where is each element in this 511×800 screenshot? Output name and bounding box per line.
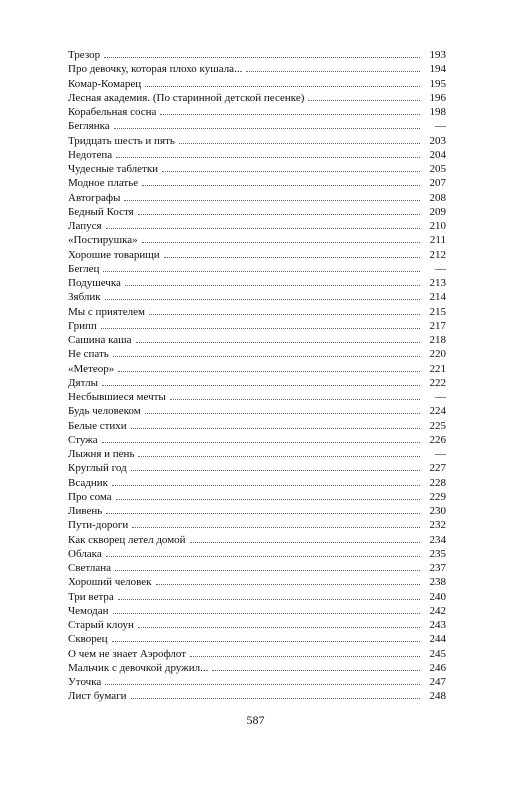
toc-entry-page: 234 xyxy=(429,533,446,546)
dot-leader xyxy=(106,228,420,229)
dot-leader xyxy=(102,385,420,386)
toc-entry xyxy=(68,362,446,376)
toc-entry-title: Сашина каша xyxy=(68,334,132,346)
toc-entry-title: «Метеор» xyxy=(68,362,115,375)
dot-leader xyxy=(131,428,420,429)
dot-leader xyxy=(212,670,420,671)
toc-entry-page: 194 xyxy=(429,63,446,76)
toc-entry-page: 215 xyxy=(429,305,446,318)
toc-entry xyxy=(68,647,446,661)
toc-entry-title: Беглец xyxy=(68,262,100,275)
toc-entry xyxy=(68,77,446,91)
toc-entry-title: Грипп xyxy=(68,319,97,332)
toc-entry-title: Три ветра xyxy=(68,590,114,603)
toc-entry-page: 218 xyxy=(429,334,446,346)
toc-entry xyxy=(68,290,446,304)
toc-entry-title: Корабельная сосна xyxy=(68,106,157,118)
dot-leader xyxy=(115,570,420,571)
toc-entry-title: Беглянка xyxy=(68,120,110,133)
toc-entry-page: 220 xyxy=(429,348,446,361)
dot-leader xyxy=(145,413,420,414)
toc-entry xyxy=(68,134,446,148)
toc-entry xyxy=(68,461,446,475)
toc-entry-title: Хорошие товарищи xyxy=(68,248,160,261)
toc-entry-title: Стужа xyxy=(68,433,98,446)
toc-entry xyxy=(68,319,446,333)
toc-entry xyxy=(68,661,446,675)
toc-entry xyxy=(68,148,446,162)
toc-entry-title: Не спать xyxy=(68,348,109,361)
dot-leader xyxy=(308,100,420,101)
toc-entry-title: Несбывшиеся мечты xyxy=(68,391,166,403)
toc-entry-page: 198 xyxy=(429,106,446,118)
toc-entry-page: 226 xyxy=(429,433,446,446)
toc-entry-page: 208 xyxy=(429,191,446,204)
toc-entry-title: «Постирушка» xyxy=(68,234,138,247)
dot-leader xyxy=(131,470,420,471)
toc-entry xyxy=(68,219,446,233)
toc-entry-page: 243 xyxy=(429,619,446,631)
toc-entry-page: 232 xyxy=(429,519,446,532)
toc-entry-title: Про девочку, которая плохо кушала... xyxy=(68,63,243,76)
toc-entry-title: Модное платье xyxy=(68,177,139,190)
toc-entry-page: 207 xyxy=(429,177,446,190)
toc-entry xyxy=(68,191,446,205)
dot-leader xyxy=(162,171,420,172)
toc-entry-title: Чемодан xyxy=(68,604,109,617)
toc-entry xyxy=(68,333,446,347)
toc-entry-title: Белые стихи xyxy=(68,419,127,432)
dot-leader xyxy=(116,157,420,158)
dot-leader xyxy=(124,200,420,201)
toc-entry-page: 235 xyxy=(429,547,446,560)
toc-entry-page: 205 xyxy=(429,163,446,175)
toc-entry xyxy=(68,262,446,276)
toc-entry-title: Мы с приятелем xyxy=(68,305,145,318)
dot-leader xyxy=(164,257,420,258)
dot-leader xyxy=(138,456,420,457)
toc-entry-title: Светлана xyxy=(68,562,112,574)
toc-entry xyxy=(68,518,446,532)
dot-leader xyxy=(118,599,420,600)
toc-entry-title: Лапуся xyxy=(68,220,102,232)
toc-entry-title: Ливень xyxy=(68,505,103,517)
toc-entry xyxy=(68,48,446,62)
toc-entry-title: Про сома xyxy=(68,490,112,503)
toc-entry xyxy=(68,205,446,219)
toc-entry xyxy=(68,433,446,447)
toc-entry xyxy=(68,176,446,190)
toc-entry-title: Зяблик xyxy=(68,291,101,304)
toc-entry-title: Уточка xyxy=(68,676,102,688)
toc-entry-page: 229 xyxy=(429,490,446,503)
toc-entry xyxy=(68,675,446,689)
toc-entry-page: 244 xyxy=(429,633,446,646)
toc-entry-page: 237 xyxy=(429,562,446,574)
toc-entry xyxy=(68,561,446,575)
toc-entry-title: О чем не знает Аэрофлот xyxy=(68,647,187,660)
toc-entry-title: Круглый год xyxy=(68,462,127,475)
toc-entry xyxy=(68,618,446,632)
dot-leader xyxy=(131,698,421,699)
toc-entry xyxy=(68,447,446,461)
toc-entry-page: — xyxy=(435,391,446,403)
toc-entry-page: 224 xyxy=(429,405,446,418)
dot-leader xyxy=(103,271,420,272)
toc-entry-page: 213 xyxy=(429,277,446,289)
toc-entry-page: 245 xyxy=(429,647,446,660)
toc-entry-page: 240 xyxy=(429,590,446,603)
toc-entry-page: 221 xyxy=(429,362,446,375)
dot-leader xyxy=(112,641,420,642)
dot-leader xyxy=(113,613,420,614)
toc-entry-page: 195 xyxy=(429,77,446,90)
toc-entry-title: Чудесные таблетки xyxy=(68,163,159,175)
dot-leader xyxy=(125,285,420,286)
toc-entry xyxy=(68,233,446,247)
toc-entry xyxy=(68,276,446,290)
toc-entry-title: Трезор xyxy=(68,49,101,61)
dot-leader xyxy=(106,513,420,514)
toc-entry xyxy=(68,490,446,504)
toc-entry xyxy=(68,689,446,703)
toc-entry-title: Недотепа xyxy=(68,148,113,161)
dot-leader xyxy=(142,242,420,243)
toc-entry xyxy=(68,504,446,518)
dot-leader xyxy=(160,114,420,115)
toc-entry-page: 248 xyxy=(429,690,446,703)
toc-entry xyxy=(68,162,446,176)
toc-entry-page: — xyxy=(435,262,446,275)
toc-entry-title: Комар-Комарец xyxy=(68,77,142,90)
dot-leader xyxy=(101,328,420,329)
toc-entry xyxy=(68,376,446,390)
dot-leader xyxy=(142,185,420,186)
dot-leader xyxy=(112,485,420,486)
toc-entry-page: 227 xyxy=(429,462,446,475)
dot-leader xyxy=(116,499,420,500)
toc-entry-page: 222 xyxy=(429,376,446,389)
toc-entry-page: — xyxy=(435,448,446,460)
toc-entry xyxy=(68,119,446,133)
toc-entry-title: Лист бумаги xyxy=(68,690,127,703)
dot-leader xyxy=(114,128,420,129)
toc-entry xyxy=(68,533,446,547)
toc-entry-page: 210 xyxy=(429,220,446,232)
dot-leader xyxy=(190,542,420,543)
toc-entry xyxy=(68,390,446,404)
toc-entry-title: Скворец xyxy=(68,633,108,646)
toc-entry-page: 217 xyxy=(429,319,446,332)
toc-entry-page: 228 xyxy=(429,476,446,489)
toc-entry-page: 225 xyxy=(429,419,446,432)
table-of-contents xyxy=(68,48,446,704)
dot-leader xyxy=(179,143,420,144)
toc-entry-title: Лыжня и пень xyxy=(68,448,135,460)
toc-entry-title: Бедный Костя xyxy=(68,205,134,218)
toc-entry-page: 238 xyxy=(429,576,446,589)
toc-entry-page: 203 xyxy=(429,134,446,147)
dot-leader xyxy=(113,356,420,357)
toc-entry-title: Подушечка xyxy=(68,277,121,289)
toc-entry-page: 247 xyxy=(429,676,446,688)
toc-entry xyxy=(68,105,446,119)
toc-entry-page: 212 xyxy=(429,248,446,261)
dot-leader xyxy=(138,214,420,215)
toc-entry xyxy=(68,305,446,319)
toc-entry-page: 230 xyxy=(429,505,446,517)
toc-entry-page: 211 xyxy=(429,234,446,247)
toc-entry-title: Тридцать шесть и пять xyxy=(68,134,175,147)
dot-leader xyxy=(132,527,420,528)
toc-entry-title: Пути-дороги xyxy=(68,519,129,532)
dot-leader xyxy=(149,314,420,315)
toc-entry xyxy=(68,347,446,361)
toc-entry-title: Как скворец летел домой xyxy=(68,533,186,546)
toc-entry-title: Всадник xyxy=(68,476,108,489)
toc-entry-title: Старый клоун xyxy=(68,619,134,631)
dot-leader xyxy=(190,656,420,657)
dot-leader xyxy=(246,71,420,72)
toc-entry-title: Хороший человек xyxy=(68,576,152,589)
dot-leader xyxy=(118,371,420,372)
dot-leader xyxy=(106,556,420,557)
dot-leader xyxy=(136,342,420,343)
toc-entry xyxy=(68,419,446,433)
dot-leader xyxy=(105,684,420,685)
toc-entry xyxy=(68,404,446,418)
toc-entry xyxy=(68,575,446,589)
toc-entry-page: 209 xyxy=(429,205,446,218)
dot-leader xyxy=(170,399,420,400)
dot-leader xyxy=(156,584,420,585)
toc-entry-page: — xyxy=(435,120,446,133)
toc-entry-title: Облака xyxy=(68,547,102,560)
toc-entry-title: Мальчик с девочкой дружил... xyxy=(68,661,209,674)
page-number: 587 xyxy=(246,713,265,727)
toc-entry-page: 204 xyxy=(429,148,446,161)
toc-entry xyxy=(68,248,446,262)
toc-entry-title: Лесная академия. (По старинной детской песенке) xyxy=(68,91,305,104)
dot-leader xyxy=(102,442,420,443)
toc-entry xyxy=(68,590,446,604)
toc-entry-page: 242 xyxy=(429,604,446,617)
toc-entry xyxy=(68,476,446,490)
dot-leader xyxy=(104,57,420,58)
toc-entry-page: 214 xyxy=(429,291,446,304)
toc-entry-title: Будь человеком xyxy=(68,405,141,418)
toc-entry xyxy=(68,91,446,105)
dot-leader xyxy=(105,299,420,300)
toc-entry-title: Автографы xyxy=(68,191,121,204)
toc-entry-page: 193 xyxy=(429,49,446,61)
dot-leader xyxy=(138,627,420,628)
toc-entry xyxy=(68,632,446,646)
dot-leader xyxy=(145,86,420,87)
toc-entry-page: 196 xyxy=(429,91,446,104)
toc-entry-title: Дятлы xyxy=(68,376,98,389)
toc-entry xyxy=(68,604,446,618)
toc-entry xyxy=(68,547,446,561)
toc-entry xyxy=(68,62,446,76)
toc-entry-page: 246 xyxy=(429,661,446,674)
